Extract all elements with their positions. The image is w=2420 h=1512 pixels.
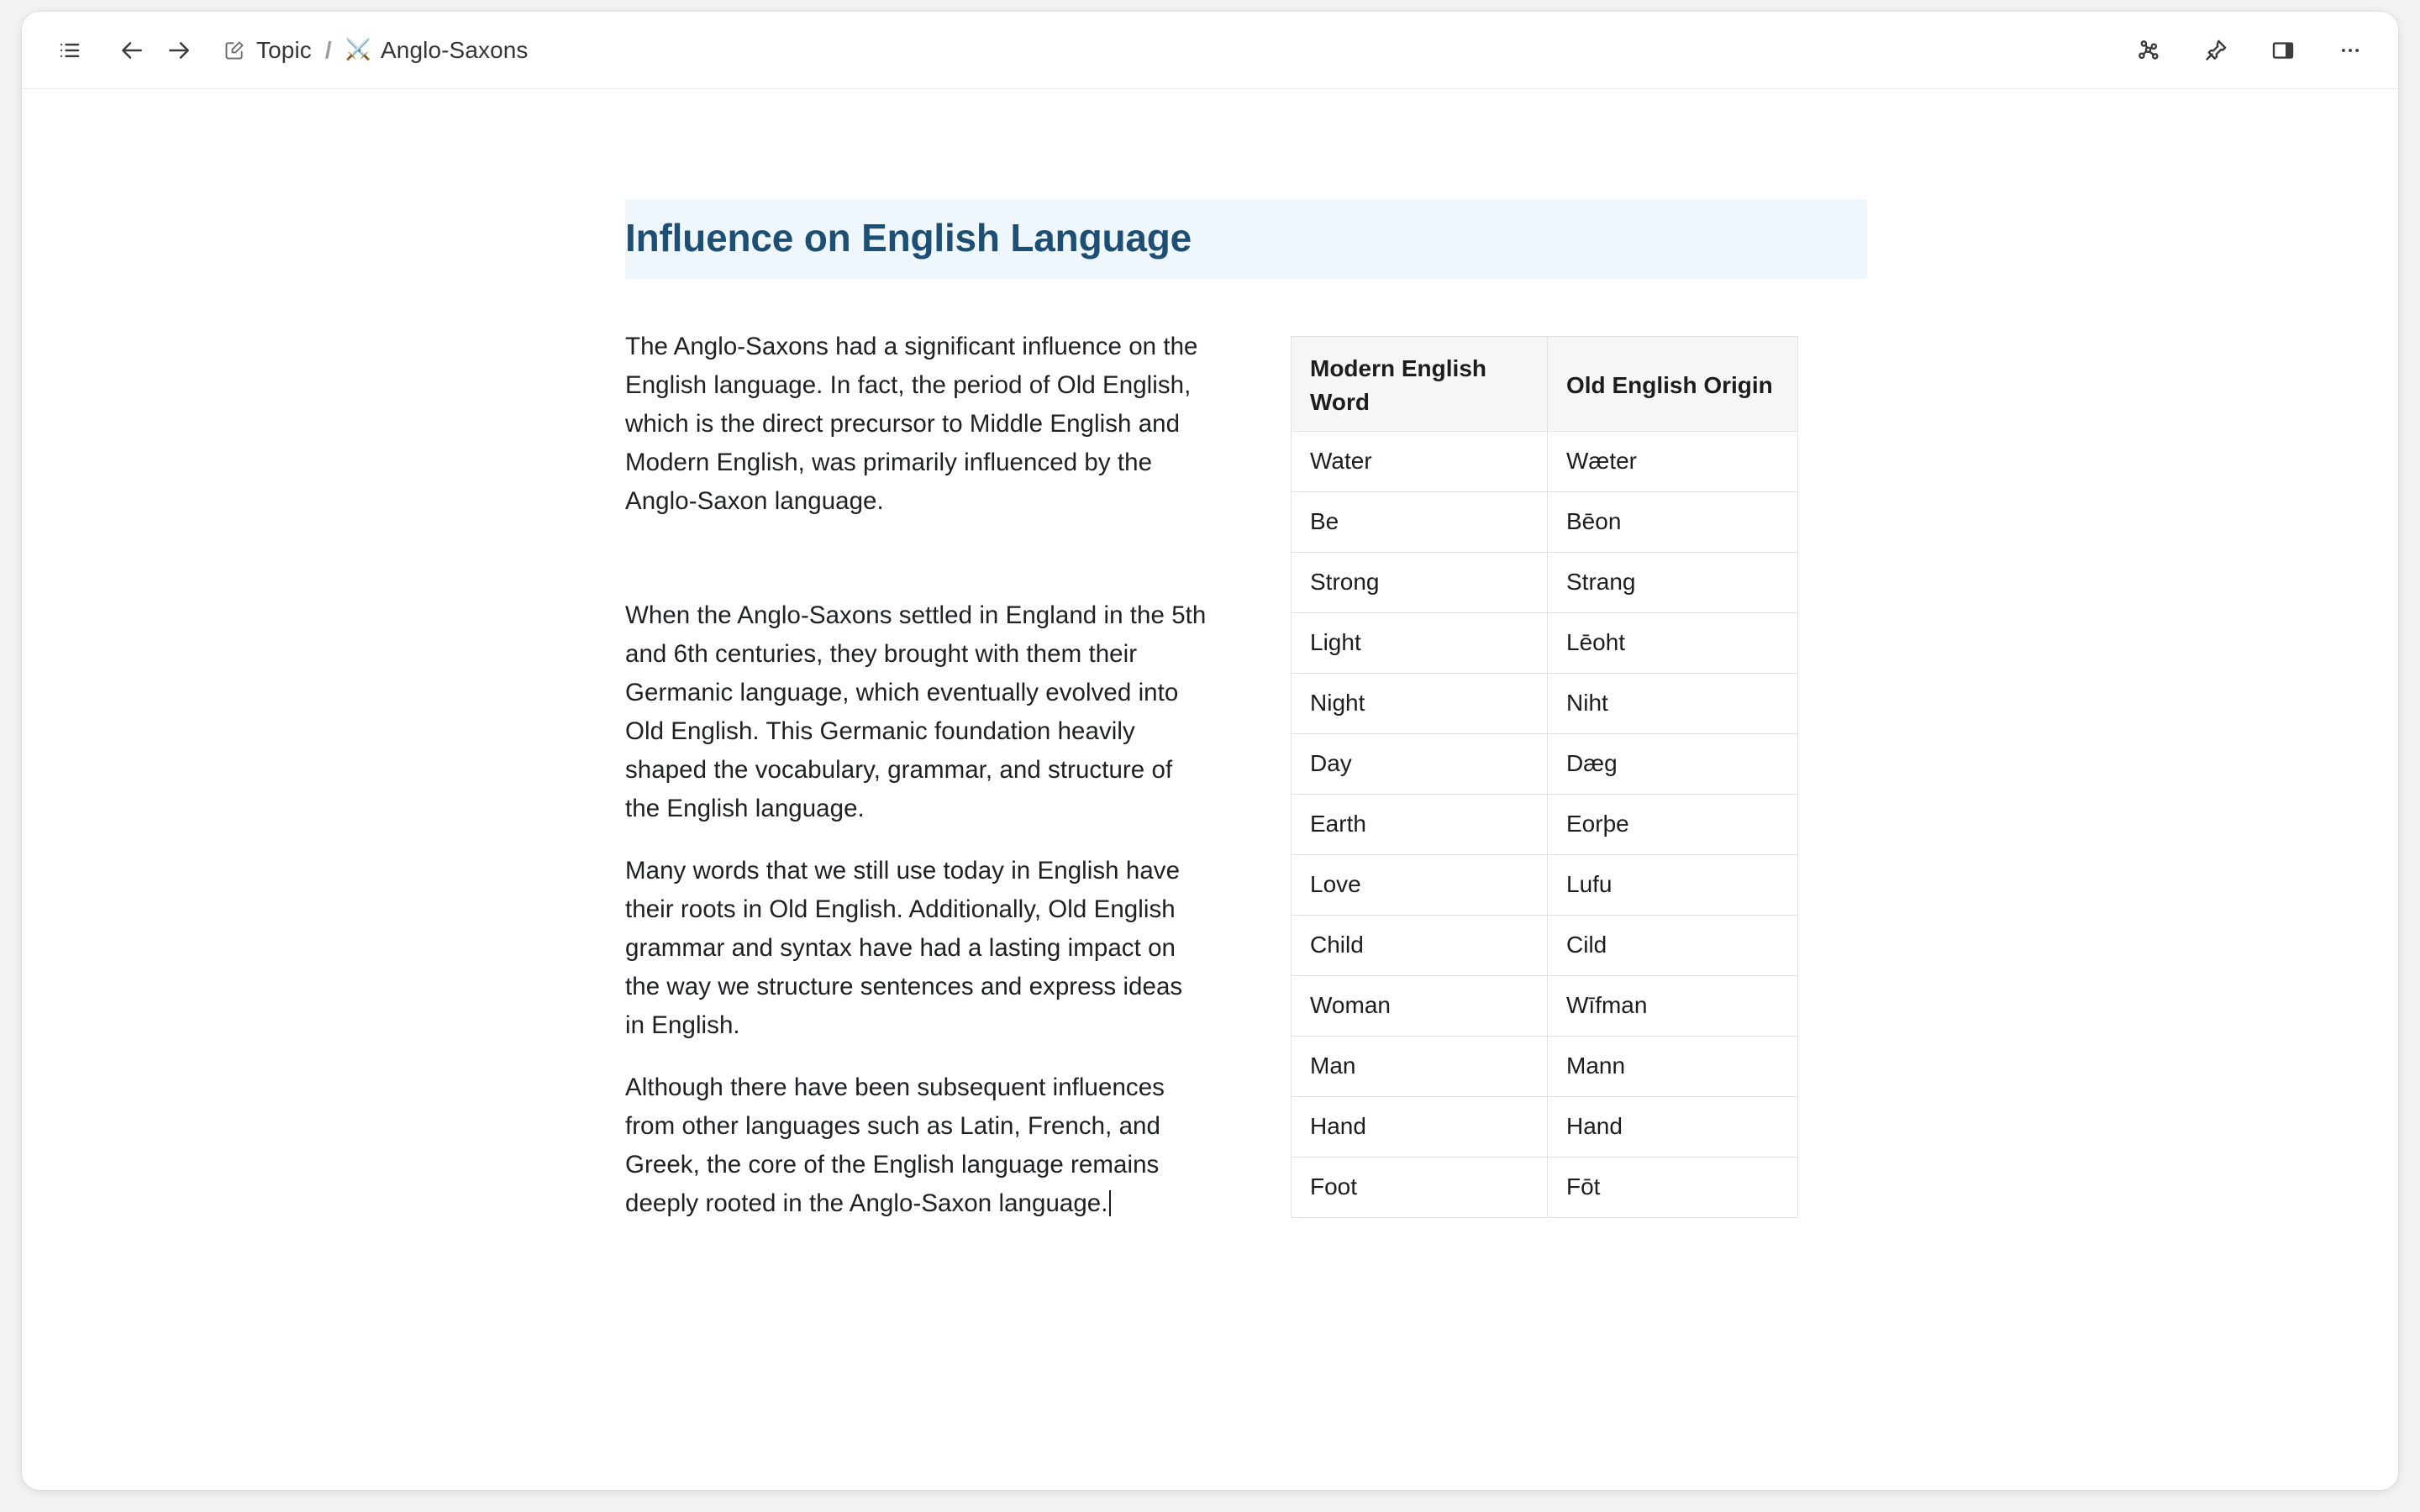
cell-modern-english-word[interactable]: Hand (1292, 1096, 1548, 1157)
table-row (1292, 1096, 1798, 1157)
breadcrumb (222, 37, 529, 64)
table-row (1292, 431, 1798, 491)
paragraph-4[interactable] (625, 1068, 1207, 1223)
cell-modern-english-word[interactable]: Woman (1292, 975, 1548, 1036)
cell-modern-english-word[interactable]: Foot (1292, 1157, 1548, 1217)
table-row (1292, 1036, 1798, 1096)
cell-old-english-origin[interactable]: Bēon (1548, 491, 1798, 552)
table-row (1292, 854, 1798, 915)
document-content (22, 89, 2398, 1223)
table-body (1292, 431, 1798, 1217)
cell-old-english-origin[interactable]: Niht (1548, 673, 1798, 733)
paragraph-3[interactable]: Many words that we still use today in English have their roots in Old English. Additionally, Old English grammar and syntax have had a lasting impact on the way we structure sentences and express ideas in English. (625, 856, 1183, 1039)
graph-view-button[interactable] (2129, 31, 2168, 70)
titlebar (22, 12, 2398, 89)
cell-old-english-origin[interactable]: Wīfman (1548, 975, 1798, 1036)
table-row (1292, 915, 1798, 975)
table-row (1292, 491, 1798, 552)
list-icon (57, 38, 82, 63)
cell-modern-english-word[interactable]: Day (1292, 733, 1548, 794)
table-row (1292, 975, 1798, 1036)
crossed-swords-icon: ⚔️ (345, 38, 371, 61)
text-caret (1109, 1190, 1111, 1216)
table-row (1292, 1157, 1798, 1217)
table-row (1292, 673, 1798, 733)
titlebar-left-group (50, 31, 529, 70)
paragraph-2[interactable]: When the Anglo-Saxons settled in England in the 5th and 6th centuries, they brought with them their Germanic language, which eventually evolved into Old English. This Germanic foundation heavily shaped the vocabulary, grammar, and structure of the English language. (625, 601, 1207, 822)
column-header-modern-english-word[interactable]: Modern English Word (1292, 336, 1548, 431)
table-row (1292, 552, 1798, 612)
cell-old-english-origin[interactable]: Wæter (1548, 431, 1798, 491)
cell-modern-english-word[interactable]: Be (1292, 491, 1548, 552)
titlebar-right-group (2129, 31, 2370, 70)
edit-square-icon (222, 38, 247, 63)
cell-modern-english-word[interactable]: Strong (1292, 552, 1548, 612)
cell-modern-english-word[interactable]: Earth (1292, 794, 1548, 854)
arrow-right-icon (166, 37, 192, 64)
breadcrumb-label-topic: Topic (256, 36, 312, 63)
graph-icon (2136, 38, 2161, 63)
app-window (22, 12, 2398, 1490)
paragraph-4-text: Although there have been subsequent influences from other languages such as Latin, French, and Greek, the core of the English language remains deeply rooted in the Anglo-Saxon language. (625, 1073, 1165, 1217)
page-title[interactable]: Influence on English Language (625, 199, 1867, 279)
cell-modern-english-word[interactable]: Light (1292, 612, 1548, 673)
table-header-row (1292, 336, 1798, 431)
cell-modern-english-word[interactable]: Child (1292, 915, 1548, 975)
cell-old-english-origin[interactable]: Eorþe (1548, 794, 1798, 854)
pin-icon (2203, 38, 2228, 63)
more-options-button[interactable] (2331, 31, 2370, 70)
table-row (1292, 794, 1798, 854)
breadcrumb-label-anglo-saxons: Anglo-Saxons (381, 36, 529, 63)
panel-right-icon (2270, 38, 2296, 63)
column-header-old-english-origin[interactable]: Old English Origin (1548, 336, 1798, 431)
cell-modern-english-word[interactable]: Love (1292, 854, 1548, 915)
cell-old-english-origin[interactable]: Strang (1548, 552, 1798, 612)
cell-old-english-origin[interactable]: Lēoht (1548, 612, 1798, 673)
back-button[interactable] (113, 31, 151, 70)
cell-modern-english-word[interactable]: Night (1292, 673, 1548, 733)
document-scroll-area[interactable] (22, 89, 2398, 1489)
sidebar-toggle-button[interactable] (50, 31, 89, 70)
body-text-column (625, 328, 1207, 1223)
old-english-word-table (1291, 336, 1798, 1218)
pin-button[interactable] (2196, 31, 2235, 70)
paragraph-1[interactable]: The Anglo-Saxons had a significant influence on the English language. In fact, the period of Old English, which is the direct precursor to Middle English and Modern English, was primarily influenced by the Anglo-Saxon language. (625, 332, 1198, 515)
table-header (1292, 336, 1798, 431)
cell-old-english-origin[interactable]: Hand (1548, 1096, 1798, 1157)
breadcrumb-item-topic[interactable] (222, 37, 312, 64)
cell-modern-english-word[interactable]: Man (1292, 1036, 1548, 1096)
cell-old-english-origin[interactable]: Fōt (1548, 1157, 1798, 1217)
cell-modern-english-word[interactable]: Water (1292, 431, 1548, 491)
arrow-left-icon (118, 37, 145, 64)
table-row (1292, 733, 1798, 794)
cell-old-english-origin[interactable]: Lufu (1548, 854, 1798, 915)
breadcrumb-separator: / (324, 36, 332, 63)
cell-old-english-origin[interactable]: Cild (1548, 915, 1798, 975)
toggle-right-panel-button[interactable] (2264, 31, 2302, 70)
breadcrumb-item-anglo-saxons[interactable] (345, 37, 529, 64)
word-table-column (1291, 328, 1798, 1218)
ellipsis-icon (2338, 38, 2363, 63)
table-row (1292, 612, 1798, 673)
forward-button[interactable] (160, 31, 198, 70)
cell-old-english-origin[interactable]: Mann (1548, 1036, 1798, 1096)
cell-old-english-origin[interactable]: Dæg (1548, 733, 1798, 794)
content-columns (625, 328, 2398, 1223)
